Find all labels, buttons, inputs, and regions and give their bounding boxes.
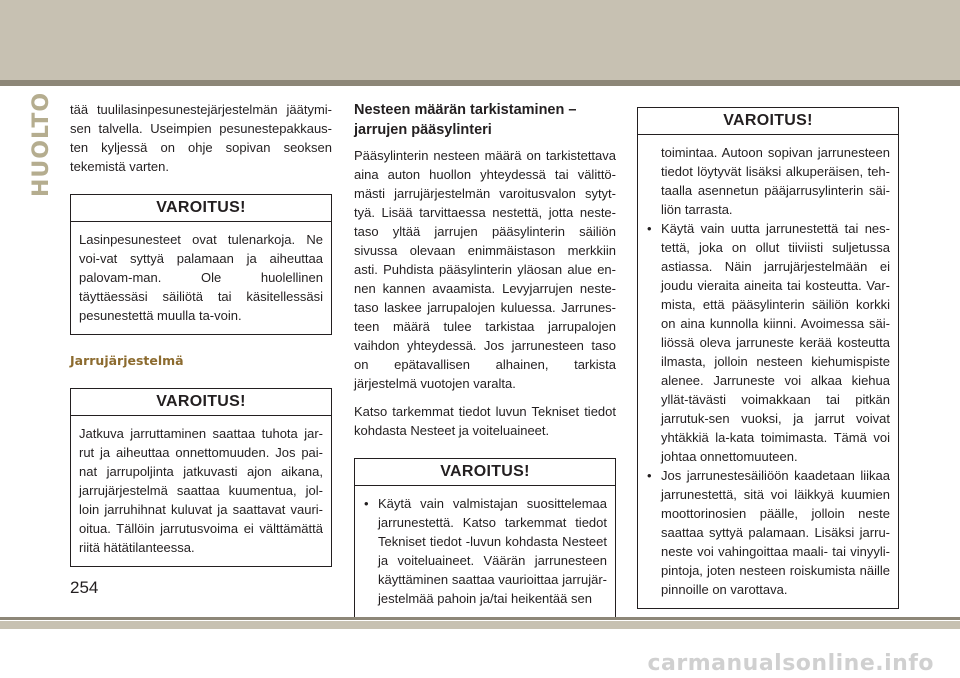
- brake-system-heading: Jarrujärjestelmä: [70, 353, 184, 368]
- warning-box-braking: [70, 388, 332, 567]
- warning-text: Jatkuva jarruttaminen saattaa tuhota jar-rut ja aiheuttaa onnettomuuden. Jos pai-nat jarrupoljinta jatkuvasti ajon aikana, jarrujärjestelmä saattaa kuumentua, jol-loin jarruhihnat kuluvat ja saattavat vauri-oitua. Tällöin jarrutusvoima ei välttämättä riitä hätätilanteessa.: [79, 426, 323, 555]
- warning-continuation-text: toimintaa. Autoon sopivan jarrunesteen tiedot löytyvät lisäksi alkuperäisen, teh-taalla asennetun pääjarrusylinterin säi-liön tarrasta.: [661, 145, 890, 217]
- warning-title: VAROITUS!: [71, 195, 331, 222]
- column-2: [354, 100, 616, 618]
- warning-bullet: • Käytä vain uutta jarrunestettä tai nes-tettä, joka on ollut tiiviisti suljetussa astiassa. Näin jarrujärjestelmään ei joudu vieraita aineita tai kosteutta. Var-mista, että pääsylinterin säiliön korkki on aina kunnolla kiinni. Avoimessa säi-liössä oleva jarruneste kerää kosteutta ilmasta, jolloin nesteen kiehumispiste alenee. Jarruneste voi alkaa kiehua yllät-tävästi voimakkaan tai pitkän jarrutuk-sen vuoksi, ja jarrut voivat yhtäkkiä la-kata toimimasta. Tämä voi johtaa onnettomuuteen.: [646, 219, 890, 466]
- intro-paragraph: tää tuulilasinpesunestejärjestelmän jäätymi-sen talvella. Useimpien pesunestepakkaus-ten kyljessä on ohje sopivan seoksen tekemistä varten.: [70, 102, 332, 174]
- column-3: [637, 107, 899, 609]
- section-side-tab-label: HUOLTO: [29, 91, 55, 197]
- warning-body: [71, 222, 331, 334]
- warning-body: [638, 135, 898, 608]
- reference-paragraph: Katso tarkemmat tiedot luvun Tekniset tiedot kohdasta Nesteet ja voiteluaineet.: [354, 404, 616, 438]
- warning-bullet: • Käytä vain valmistajan suosittelemaa jarrunestettä. Katso tarkemmat tiedot Tekniset tiedot -luvun kohdasta Nesteet ja voiteluaineet. Väärän jarrunesteen käyttäminen saattaa vaurioittaa jarrujär-jestelmää pahoin ja/tai heikentää sen: [363, 494, 607, 608]
- warning-title: VAROITUS!: [638, 108, 898, 135]
- fluid-level-paragraph: Pääsylinterin nesteen määrä on tarkistettava aina auton huollon yhteydessä tai välittö-mästi jarrujärjestelmän varoitusvalon sytyt-tyä. Lisää tarvittaessa nestettä, jotta neste-taso yltää jarrujen pääsylinterin säiliön sivussa olevaan enimmäistason merkkiin asti. Puhdista pääsylinterin yläosan alue en-nen kannen avaamista. Levyjarrujen neste-taso laskee jarrupalojen kuluessa. Jarrunes-teen määrä tulee tarkistaa jarrupalojen vaihdon yhteydessä. Jos jarrunesteen taso on epätavallisen alhainen, tarkista järjestelmä vuotojen varalta.: [354, 148, 616, 391]
- warning-bullet: • Jos jarrunestesäiliöön kaadetaan liikaa jarrunestettä, sitä voi läikkyä kuumien moottorinosien päälle, jolloin neste saattaa syttyä palamaan. Lisäksi jarru-neste voi vahingoittaa maali- tai vinyyli-pintoja, joten nesteen roiskumista näille pinnoille on varottava.: [646, 466, 890, 599]
- header-band: [0, 0, 960, 80]
- watermark-text: carmanualsonline.info: [647, 650, 934, 676]
- section-side-tab: [20, 91, 64, 197]
- warning-body: [71, 416, 331, 566]
- warning-box-washer-fluid: [70, 194, 332, 335]
- footer-band: [0, 621, 960, 629]
- column-1: [70, 100, 332, 567]
- footer-rule: [0, 617, 960, 620]
- page-number: 254: [70, 578, 99, 597]
- warning-bullet-list: [363, 494, 607, 608]
- warning-text: Lasinpesunesteet ovat tulenarkoja. Ne voi-vat syttyä palamaan ja aiheuttaa palovam-man. Ole huolellinen täyttäessäsi säiliötä tai käsitellessäsi pesunestettä muulla ta-voin.: [79, 232, 323, 323]
- warning-bullet-list: [646, 219, 890, 599]
- warning-title: VAROITUS!: [355, 459, 615, 486]
- header-rule: [0, 80, 960, 86]
- warning-body: [355, 486, 615, 617]
- warning-box-brake-fluid: [354, 458, 616, 618]
- warning-title: VAROITUS!: [71, 389, 331, 416]
- warning-box-brake-fluid-continued: [637, 107, 899, 609]
- fluid-level-heading: Nesteen määrän tarkistaminen – jarrujen pääsylinteri: [354, 102, 577, 138]
